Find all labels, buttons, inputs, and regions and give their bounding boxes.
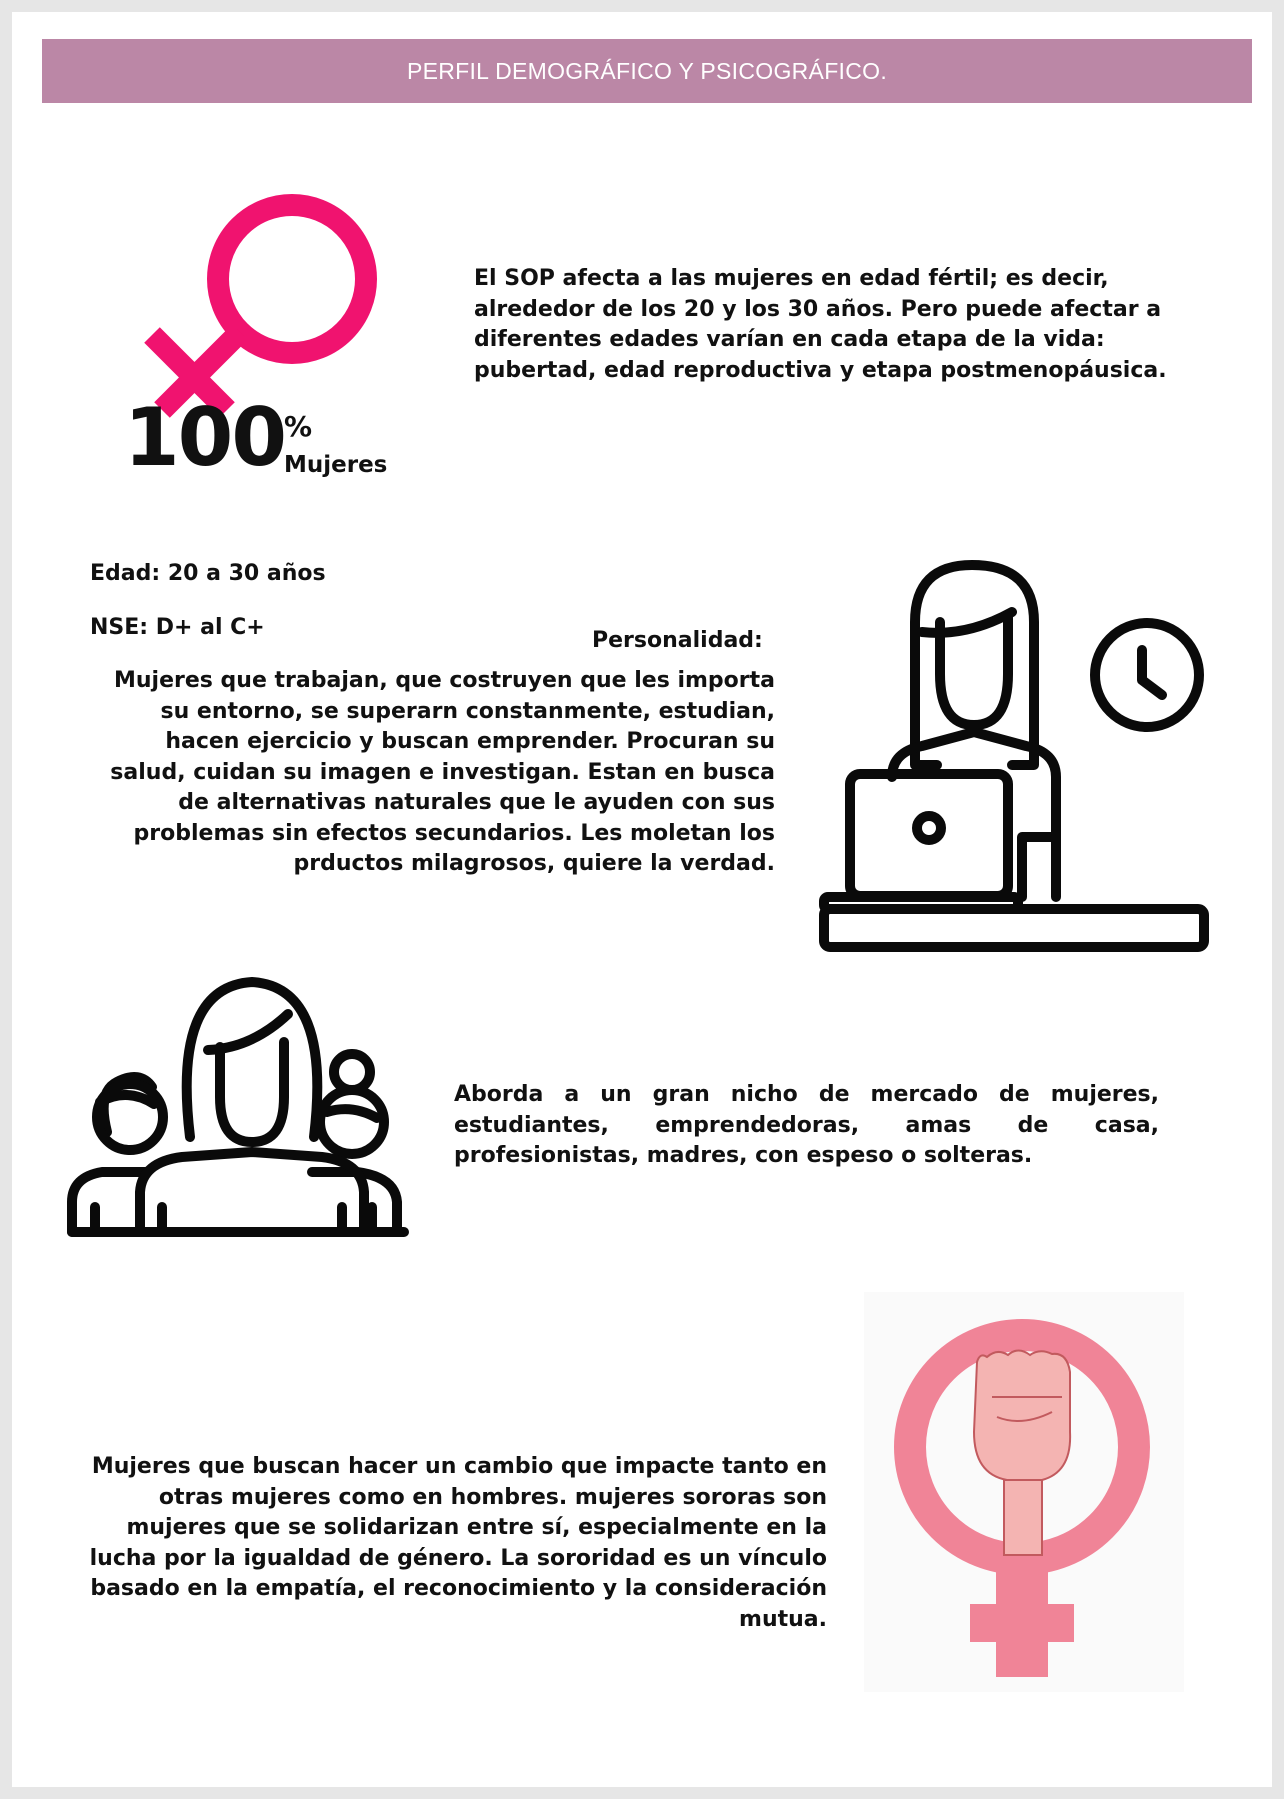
stat-percent-sign: % [284,410,313,443]
stat-label: Mujeres [284,452,388,478]
age-label: Edad: 20 a 30 años [90,561,326,586]
feminist-fist-venus-icon [12,12,1272,1712]
header-title: PERFIL DEMOGRÁFICO Y PSICOGRÁFICO. [406,57,888,84]
personality-title: Personalidad: [592,628,763,653]
document-page [12,12,1272,1787]
stat-number: 100 [124,391,285,484]
market-paragraph: Aborda a un gran nicho de mercado de mujeres, estudiantes, emprendedoras, amas de casa, profesionistas, madres, con espeso o solteras. [454,1082,1159,1168]
personality-paragraph: Mujeres que trabajan, que costruyen que les importa su entorno, se superarn constanmente, estudian, hacen ejercicio y buscan emprender. Procuran su salud, cuidan su imagen e investigan. Estan en busca de alternativas naturales que le ayuden con sus problemas sin efectos secundarios. Les moletan los prductos milagrosos, quiere la verdad. [110,668,775,876]
nse-label: NSE: D+ al C+ [90,615,265,640]
sorority-paragraph: Mujeres que buscan hacer un cambio que impacte tanto en otras mujeres como en hombres. mujeres sororas son mujeres que se solidarizan entre sí, especialmente en la lucha por la igualdad de género. La sororidad es un vínculo basado en la empatía, el reconocimiento y la consideración mutua. [89,1454,827,1632]
intro-paragraph: El SOP afecta a las mujeres en edad fértil; es decir, alrededor de los 20 y los 30 años. Pero puede afectar a diferentes edades varían en cada etapa de la vida: pubertad, edad reproductiva y etapa postmenopáusica. [474,266,1167,383]
